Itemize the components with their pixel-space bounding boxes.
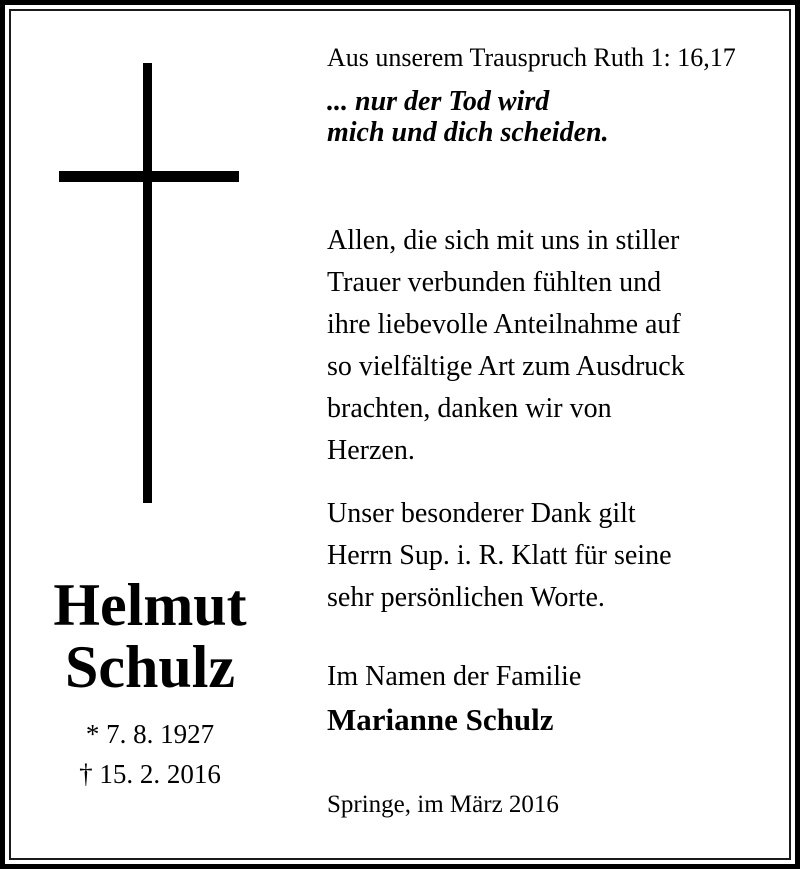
- deceased-first-name: Helmut: [53, 572, 247, 638]
- special-thanks-line: Unser besonderer Dank gilt: [327, 498, 636, 529]
- thanks-line: Herzen.: [327, 435, 415, 466]
- thanks-line: ihre liebevolle Anteilnahme auf: [327, 309, 681, 340]
- special-thanks-line: sehr persönlichen Worte.: [327, 582, 605, 613]
- death-date: † 15. 2. 2016: [79, 759, 221, 789]
- special-thanks-paragraph: [327, 493, 672, 619]
- closing-block: [327, 656, 581, 741]
- thanks-line: so vielfältige Art zum Ausdruck: [327, 351, 685, 382]
- verse-line: mich und dich scheiden.: [327, 117, 609, 148]
- place-date: Springe, im März 2016: [327, 791, 559, 818]
- birth-date: * 7. 8. 1927: [85, 719, 215, 749]
- life-dates: [20, 714, 280, 794]
- cross-vertical-bar: [143, 63, 152, 503]
- obituary-notice: [5, 5, 795, 864]
- deceased-last-name: Schulz: [64, 634, 236, 700]
- cross-horizontal-bar: [59, 171, 239, 182]
- deceased-name: [20, 574, 280, 698]
- verse-line: ... nur der Tod wird: [327, 86, 550, 117]
- thanks-paragraph: [327, 220, 685, 472]
- thanks-line: Allen, die sich mit uns in stiller: [327, 225, 680, 256]
- family-name: Marianne Schulz: [327, 702, 554, 737]
- family-intro: Im Namen der Familie: [327, 661, 582, 692]
- thanks-line: Trauer verbunden fühlten und: [327, 267, 662, 298]
- verse-text: [327, 86, 609, 148]
- thanks-line: brachten, danken wir von: [327, 393, 612, 424]
- verse-source: Aus unserem Trauspruch Ruth 1: 16,17: [327, 43, 736, 72]
- special-thanks-line: Herrn Sup. i. R. Klatt für seine: [327, 540, 672, 571]
